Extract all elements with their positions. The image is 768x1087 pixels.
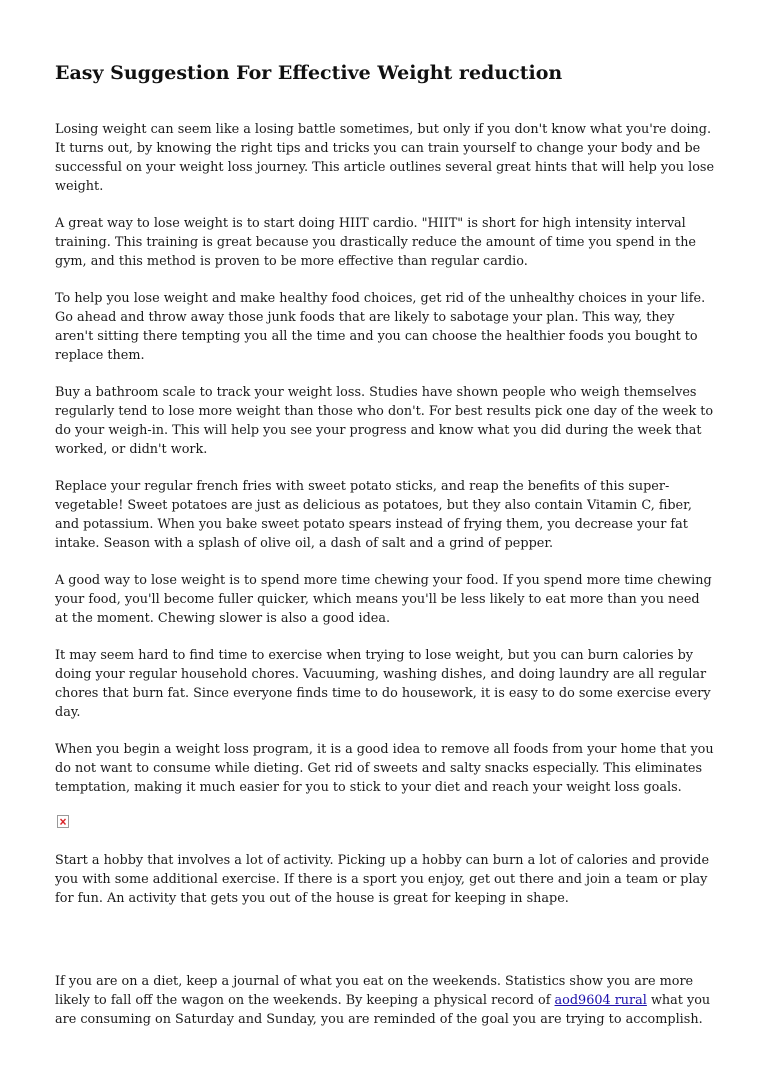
paragraph: A good way to lose weight is to spend more time chewing your food. If you spend more time chewing your food, you'll become fuller quicker, which means you'll be less likely to eat more than you need at the moment. Chewing slower is also a good idea. (55, 573, 712, 626)
broken-image-icon (57, 815, 69, 828)
paragraph: It may seem hard to find time to exercise when trying to lose weight, but you can burn calories by doing your regular household chores. Vacuuming, washing dishes, and doing laundry are all regular chores that burn fat. Since everyone finds time to do housework, it is easy to do some exercise every day. (55, 648, 711, 720)
paragraph: Losing weight can seem like a losing battle sometimes, but only if you don't know what you're doing. It turns out, by knowing the right tips and tricks you can train yourself to change your body and be successful on your weight loss journey. This article outlines several great hints that will help you lose weight. (55, 122, 715, 194)
journal-text-after-link: what you are consuming on Saturday and Sunday, you are reminded of the goal you are trying to accomplish. (55, 993, 711, 1027)
paragraph-hobby: Start a hobby that involves a lot of activity. Picking up a hobby can burn a lot of calories and provide you with some additional exercise. If there is a sport you enjoy, get out there and join a team or play for fun. An activity that gets you out of the house is great for keeping in shape. (55, 853, 710, 906)
paragraph: To help you lose weight and make healthy food choices, get rid of the unhealthy choices in your life. Go ahead and throw away those junk foods that are likely to sabotage your plan. This way, they aren't sitting there tempting you all the time and you can choose the healthier foods you bought to replace them. (55, 291, 706, 363)
paragraph: When you begin a weight loss program, it is a good idea to remove all foods from your home that you do not want to consume while dieting. Get rid of sweets and salty snacks especially. This eliminates temptation, making it much easier for you to stick to your diet and reach your weight loss goals. (55, 742, 714, 795)
aod9604-rural-link[interactable]: aod9604 rural (554, 993, 647, 1008)
journal-text-before-link: If you are on a diet, keep a journal of what you eat on the weekends. Statistics show you are more likely to fall off the wagon on the weekends. By keeping a physical record of (55, 974, 694, 1008)
broken-image-x-mark (59, 817, 67, 826)
paragraph: Replace your regular french fries with sweet potato sticks, and reap the benefits of this super-vegetable! Sweet potatoes are just as delicious as potatoes, but they also contain Vitamin C, fiber, and potassium. When you bake sweet potato spears instead of frying them, you decrease your fat intake. Season with a splash of olive oil, a dash of salt and a grind of pepper. (55, 479, 692, 551)
paragraph: Buy a bathroom scale to track your weight loss. Studies have shown people who weigh themselves regularly tend to lose more weight than those who don't. For best results pick one day of the week to do your weigh-in. This will help you see your progress and know what you did during the week that worked, or didn't work. (55, 385, 714, 457)
paragraph: A great way to lose weight is to start doing HIIT cardio. "HIIT" is short for high intensity interval training. This training is great because you drastically reduce the amount of time you spend in the gym, and this method is proven to be more effective than regular cardio. (55, 216, 697, 269)
paragraph-journal (55, 972, 715, 1029)
blank-space (55, 926, 715, 972)
page-title: Easy Suggestion For Effective Weight reduction (55, 62, 563, 84)
document-page (55, 60, 715, 1047)
